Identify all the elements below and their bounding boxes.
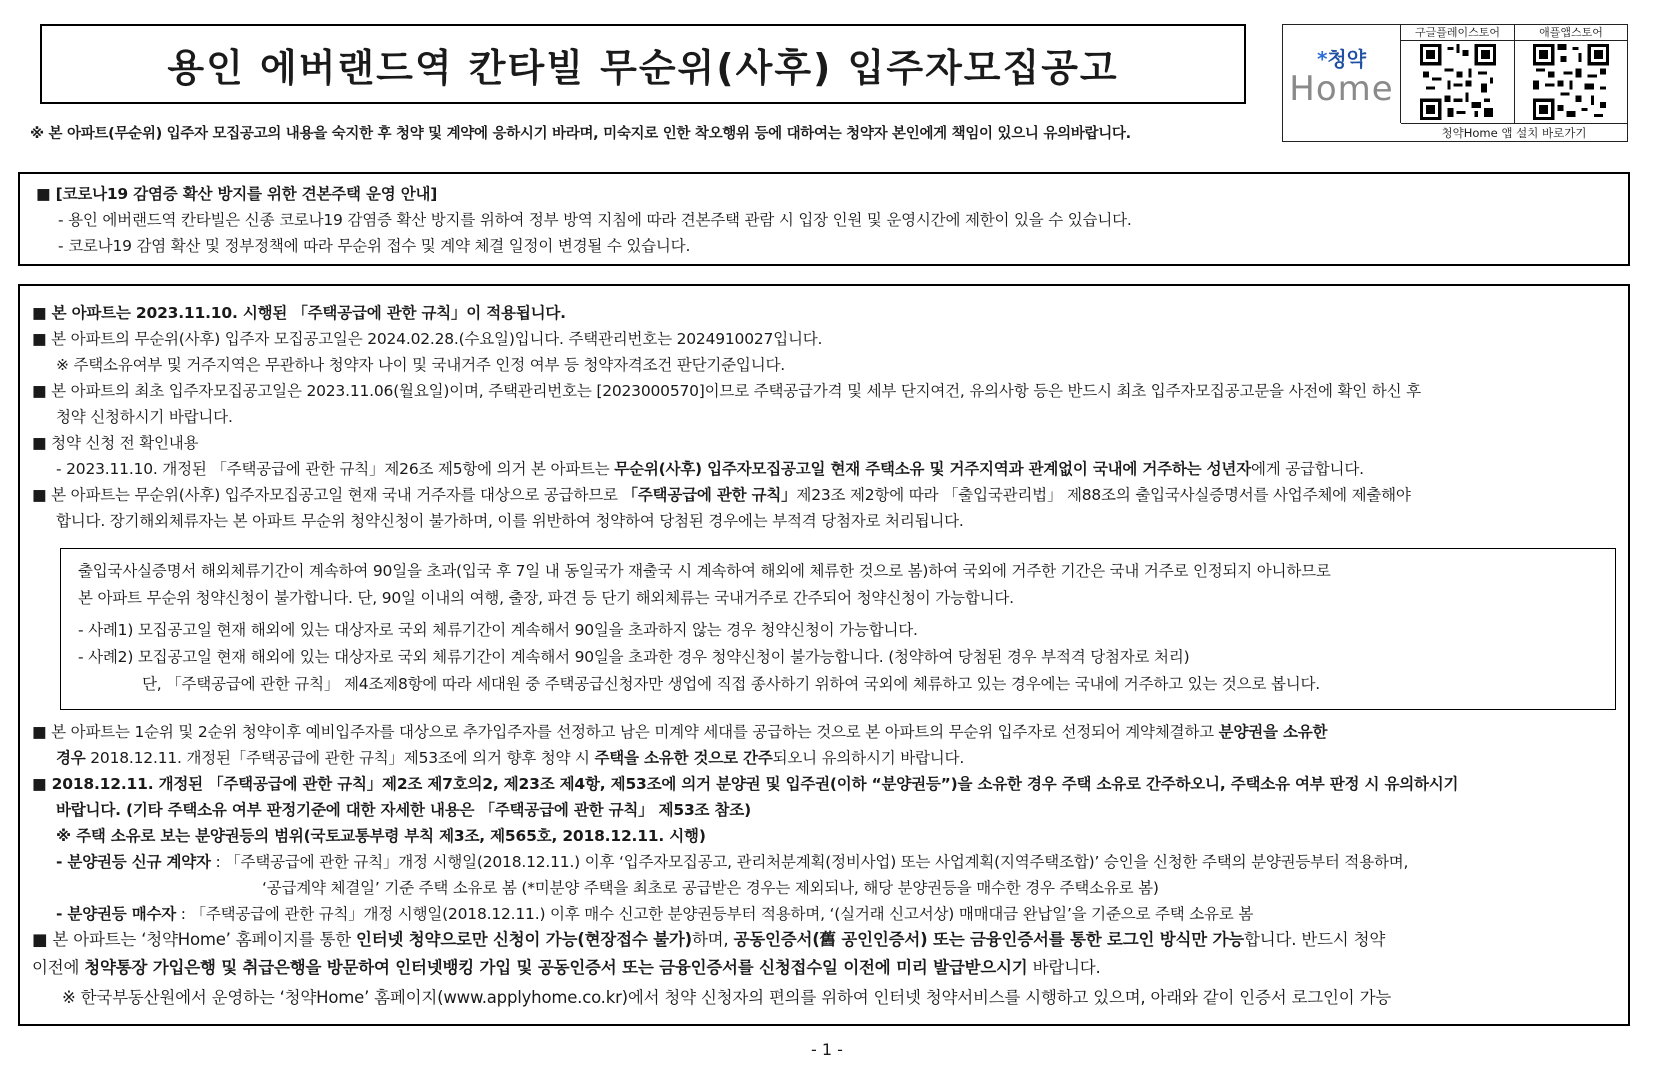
app-install-box [1282, 24, 1628, 142]
app-install-link[interactable]: 청약Home 앱 설치 바로가기 [1401, 123, 1627, 141]
qr-code-icon [1533, 44, 1609, 120]
page-number: - 1 - [811, 1040, 843, 1059]
case-line: 단, 「주택공급에 관한 규칙」 제4조제8항에 따라 세대원 중 주택공급신청자만 생업에 직접 종사하기 위하여 국외에 체류하고 있는 경우에는 국내에 거주하고 있는 것으로 봅니다. [142, 675, 1320, 693]
covid-line: - 코로나19 감염 확산 및 정부정책에 따라 무순위 접수 및 계약 체결 일정이 변경될 수 있습니다. [58, 237, 691, 255]
eligibility-line: - 2023.11.10. 개정된 「주택공급에 관한 규칙」제26조 제5항에 의거 본 아파트는 무순위(사후) 입주자모집공고일 현재 주택소유 및 거주지역과 관계없이 국내에 거주하는 성년자에게 공급합니다. [56, 460, 1364, 478]
supply-line-cont: 경우 2018.12.11. 개정된「주택공급에 관한 규칙」제53조에 의거 향후 청약 시 주택을 소유한 것으로 간주되오니 유의하시기 바랍니다. [56, 749, 965, 767]
ownership-scope-line: ※ 주택 소유로 보는 분양권등의 범위(국토교통부령 부칙 제3조, 제565호, 2018.12.11. 시행) [56, 827, 706, 845]
case-line: - 사례2) 모집공고일 현재 해외에 있는 대상자로 국외 체류기간이 계속해서 90일을 초과한 경우 청약신청이 불가능합니다. (청약하여 당첨된 경우 부적격 당첨자로 처리) [78, 648, 1190, 666]
notice-date-line: ■ 본 아파트의 무순위(사후) 입주자 모집공고일은 2024.02.28.(수요일)입니다. 주택관리번호는 2024910027입니다. [32, 330, 823, 348]
residency-line: ■ 본 아파트는 무순위(사후) 입주자모집공고일 현재 국내 거주자를 대상으로 공급하므로 「주택공급에 관한 규칙」제23조 제2항에 따라 「출입국관리법」 제88조의 출입국사실증명서를 사업주체에 제출해야 [32, 486, 1411, 504]
rule-application-line: ■ 본 아파트는 2023.11.10. 시행된 「주택공급에 관한 규칙」이 적용됩니다. [32, 304, 566, 322]
buyer-line: - 분양권등 매수자 : 「주택공급에 관한 규칙」개정 시행일(2018.12.11.) 이후 매수 신고한 분양권등부터 적용하며, ‘(실거래 신고서상) 매매대금 완납일’을 기준으로 주택 소유로 봄 [56, 905, 1254, 923]
overseas-line: 출입국사실증명서 해외체류기간이 계속하여 90일을 초과(입국 후 7일 내 동일국가 재출국 시 계속하여 해외에 체류한 것으로 봄)하여 국외에 거주한 기간은 국내 거주로 인정되지 아니하므로 [78, 562, 1331, 580]
new-contractor-line-cont: ‘공급계약 체결일’ 기준 주택 소유로 봄 (*미분양 주택을 최초로 공급받은 경우는 제외되나, 해당 분양권등을 매수한 경우 주택소유로 봄) [262, 879, 1159, 897]
app-store-label: 애플앱스토어 [1515, 25, 1627, 41]
case-line: - 사례1) 모집공고일 현재 해외에 있는 대상자로 국외 체류기간이 계속해서 90일을 초과하지 않는 경우 청약신청이 가능합니다. [78, 621, 918, 639]
note-line: ※ 주택소유여부 및 거주지역은 무관하나 청약자 나이 및 국내거주 인정 여부 등 청약자격조건 판단기준입니다. [56, 356, 785, 374]
supply-line: ■ 본 아파트는 1순위 및 2순위 청약이후 예비입주자를 대상으로 추가입주자를 선정하고 남은 미계약 세대를 공급하는 것으로 본 아파트의 무순위 입주자로 선정되어 계약체결하고 분양권을 소유한 [32, 723, 1328, 741]
original-notice-line-cont: 청약 신청하시기 바랍니다. [56, 408, 233, 426]
internet-application-line: ■ 본 아파트는 ‘청약Home’ 홈페이지를 통한 인터넷 청약으로만 신청이 가능(현장접수 불가)하며, 공동인증서(舊 공인인증서) 또는 금융인증서를 통한 로그인 방식만 가능합니다. 반드시 청약 [32, 930, 1386, 949]
title-box [40, 24, 1246, 104]
internet-application-line-cont: 이전에 청약통장 가입은행 및 취급은행을 방문하여 인터넷뱅킹 가입 및 공동인증서 또는 금융인증서를 신청접수일 이전에 미리 발급받으시기 바랍니다. [32, 958, 1101, 977]
google-play-qr[interactable] [1401, 25, 1515, 123]
app-store-qr[interactable] [1515, 25, 1627, 123]
original-notice-line: ■ 본 아파트의 최초 입주자모집공고일은 2023.11.06(월요일)이며, 주택관리번호는 [2023000570]이므로 주택공급가격 및 세부 단지여건, 유의사항 등은 반드시 최초 입주자모집공고문을 사전에 확인 하신 후 [32, 382, 1421, 400]
google-play-label: 구글플레이스토어 [1401, 25, 1514, 41]
covid-heading: ■ [코로나19 감염증 확산 방지를 위한 견본주택 운영 안내] [36, 185, 438, 203]
covid-line: - 용인 에버랜드역 칸타빌은 신종 코로나19 감염증 확산 방지를 위하여 정부 방역 지침에 따라 견본주택 관람 시 입장 인원 및 운영시간에 제한이 있을 수 있습니다. [58, 211, 1132, 229]
pre-check-heading: ■ 청약 신청 전 확인내용 [32, 434, 199, 452]
ownership-rule-line: ■ 2018.12.11. 개정된 「주택공급에 관한 규칙」제2조 제7호의2, 제23조 제4항, 제53조에 의거 분양권 및 입주권(이하 “분양권등”)을 소유한 경우 주택 소유로 간주하오니, 주택소유 여부 판정 시 유의하시기 [32, 775, 1459, 793]
new-contractor-line: - 분양권등 신규 계약자 : 「주택공급에 관한 규칙」개정 시행일(2018.12.11.) 이후 ‘입주자모집공고, 관리처분계획(정비사업) 또는 사업계획(지역주택조합)’ 승인을 신청한 주택의 분양권등부터 적용하며, [56, 853, 1409, 871]
applyhome-note-line: ※ 한국부동산원에서 운영하는 ‘청약Home’ 홈페이지(www.applyhome.co.kr)에서 청약 신청자의 편의를 위하여 인터넷 청약서비스를 시행하고 있으며, 아래와 같이 인증서 로그인이 가능 [62, 988, 1392, 1007]
responsibility-notice: ※ 본 아파트(무순위) 입주자 모집공고의 내용을 숙지한 후 청약 및 계약에 응하시기 바라며, 미숙지로 인한 착오행위 등에 대하여는 청약자 본인에게 책임이 있으니 유의바랍니다. [30, 126, 1131, 142]
residency-line-cont: 합니다. 장기해외체류자는 본 아파트 무순위 청약신청이 불가하며, 이를 위반하여 청약하여 당첨된 경우에는 부적격 당첨자로 처리됩니다. [56, 512, 964, 530]
overseas-line: 본 아파트 무순위 청약신청이 불가합니다. 단, 90일 이내의 여행, 출장, 파견 등 단기 해외체류는 국내거주로 간주되어 청약신청이 가능합니다. [78, 589, 1014, 607]
star-icon: * [1316, 46, 1328, 71]
qr-code-icon [1420, 44, 1496, 120]
applyhome-logo: *청약 Home [1283, 25, 1401, 123]
page-title: 용인 에버랜드역 칸타빌 무순위(사후) 입주자모집공고 [167, 45, 1119, 90]
ownership-rule-line-cont: 바랍니다. (기타 주택소유 여부 판정기준에 대한 자세한 내용은 「주택공급에 관한 규칙」 제53조 참조) [56, 801, 751, 819]
